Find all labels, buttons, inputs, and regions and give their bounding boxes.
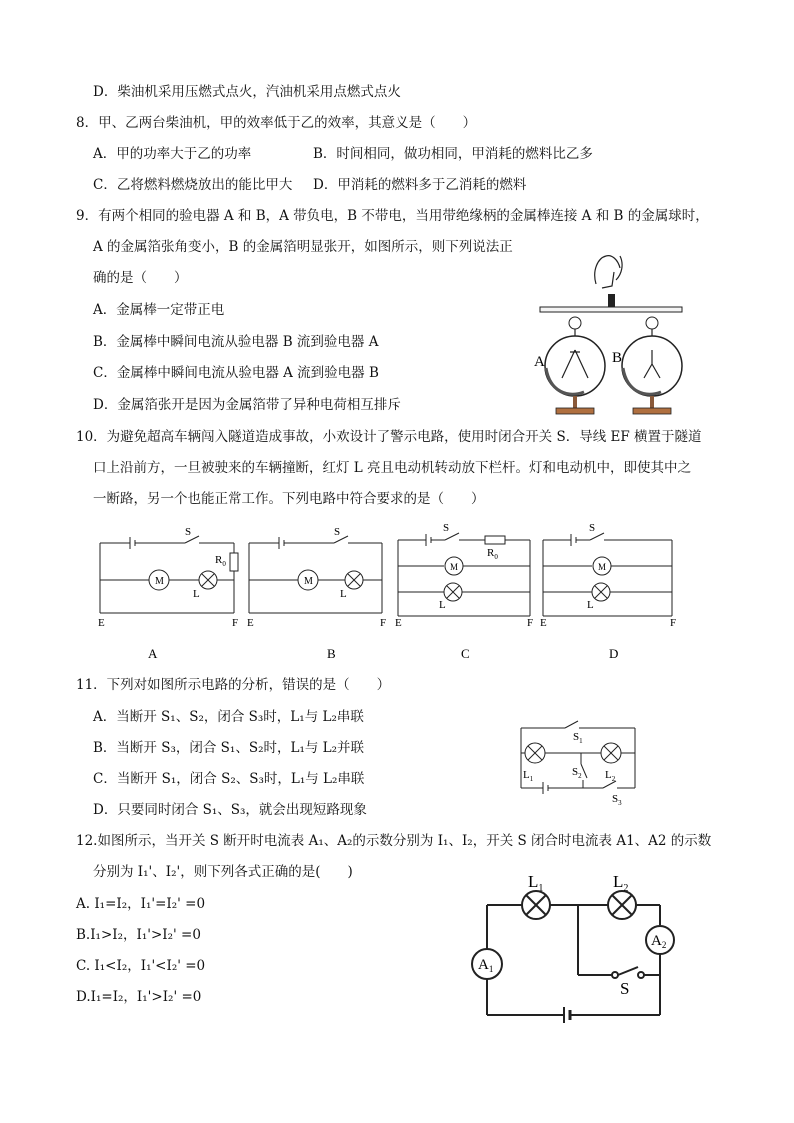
circuit-b-switch-label: S (334, 526, 341, 538)
q12-stem-line2: 分别为 I₁'、I₂'，则下列各式正确的是( ) (93, 864, 353, 880)
q11-option-b: B．当断开 S₃，闭合 S₁、S₂时，L₁与 L₂并联 (93, 740, 365, 756)
circuit-c-f-label: F (527, 617, 534, 629)
q8-option-c: C．乙将燃料燃烧放出的能比甲大 (93, 177, 293, 193)
q8-stem: 8．甲、乙两台柴油机，甲的效率低于乙的效率，其意义是（ ） (76, 115, 477, 131)
circuit-c-switch-label: S (443, 522, 450, 534)
q12-a1-label: $A_1$ (478, 957, 494, 974)
q12-l2-label: $L_2$ (613, 872, 629, 894)
q8-option-b: B．时间相同，做功相同，甲消耗的燃料比乙多 (313, 146, 593, 162)
q11-stem: 11．下列对如图所示电路的分析，错误的是（ ） (76, 677, 391, 693)
q9-option-a: A．金属棒一定带正电 (93, 302, 225, 318)
q12-option-a: A. I₁=I₂，I₁'=I₂' =0 (76, 896, 206, 912)
electroscope-a-label: A (534, 354, 545, 370)
circuit-a-switch-label: S (185, 526, 192, 538)
q11-option-a: A．当断开 S₁、S₂，闭合 S₃时，L₁与 L₂串联 (93, 709, 364, 725)
circuit-b-lamp-label: L (340, 588, 347, 600)
q11-l2-label: $L_2$ (605, 769, 616, 783)
electroscope-b-label: B (612, 350, 623, 366)
circuit-c-caption: C (461, 646, 470, 661)
q11-s1-label: $S_1$ (573, 731, 583, 745)
circuit-c-e-label: E (395, 617, 402, 629)
circuit-d-lamp-label: L (587, 599, 594, 611)
circuit-d-e-label: E (540, 617, 547, 629)
q11-option-d: D．只要同时闭合 S₁、S₃，就会出现短路现象 (93, 802, 367, 818)
circuit-a-caption: A (148, 646, 158, 661)
q9-option-d: D．金属箔张开是因为金属箔带了异种电荷相互排斥 (93, 397, 401, 413)
circuit-a-motor-label: M (155, 576, 164, 587)
q12-option-b: B.I₁>I₂，I₁'>I₂' =0 (76, 927, 201, 943)
q10-stem-line3: 一断路，另一个也能正常工作。下列电路中符合要求的是（ ） (93, 491, 485, 507)
circuit-c-resistor-label: $R_0$ (487, 547, 498, 561)
q11-l1-label: $L_1$ (523, 769, 534, 783)
q9-stem-line2: A 的金属箔张角变小，B 的金属箔明显张开，如图所示，则下列说法正 (93, 239, 513, 255)
circuit-d-switch-label: S (589, 522, 596, 534)
q12-stem-line1: 12.如图所示，当开关 S 断开时电流表 A₁、A₂的示数分别为 I₁、I₂，开关 S 闭合时电流表 A1、A2 的示数 (76, 833, 712, 849)
q8-option-a: A．甲的功率大于乙的功率 (93, 146, 252, 162)
q12-option-d: D.I₁=I₂，I₁'>I₂' =0 (76, 989, 202, 1005)
circuit-a-e-label: E (98, 617, 105, 629)
q12-l1-label: $L_1$ (528, 872, 544, 894)
q11-circuit (515, 718, 645, 808)
q9-option-b: B．金属棒中瞬间电流从验电器 B 流到验电器 A (93, 334, 379, 350)
circuit-a-resistor-label: $R_0$ (215, 554, 226, 568)
q7-option-d: D．柴油机采用压燃式点火，汽油机采用点燃式点火 (93, 84, 401, 100)
q11-s2-label: $S_2$ (572, 766, 582, 780)
q10-stem-line2: 口上沿前方，一旦被驶来的车辆撞断，红灯 L 亮且电动机转动放下栏杆。灯和电动机中，即使其中之 (93, 460, 692, 476)
circuit-a-f-label: F (232, 617, 239, 629)
q9-option-c: C．金属棒中瞬间电流从验电器 A 流到验电器 B (93, 365, 379, 381)
electroscope-figure (528, 250, 693, 418)
circuit-c-lamp-label: L (439, 599, 446, 611)
q9-stem-line3: 确的是（ ） (93, 270, 188, 286)
q10-stem-line1: 10．为避免超高车辆闯入隧道造成事故，小欢设计了警示电路，使用时闭合开关 S．导线 EF 横置于隧道 (76, 429, 702, 445)
circuit-b-motor-label: M (304, 576, 313, 587)
q9-stem-line1: 9．有两个相同的验电器 A 和 B，A 带负电，B 不带电，当用带绝缘柄的金属棒连接 A 和 B 的金属球时， (76, 208, 709, 224)
q11-option-c: C．当断开 S₁，闭合 S₂、S₃时，L₁与 L₂串联 (93, 771, 365, 787)
circuit-a (95, 523, 245, 665)
circuit-b-e-label: E (247, 617, 254, 629)
circuit-c (393, 520, 538, 665)
q8-option-d: D．甲消耗的燃料多于乙消耗的燃料 (313, 177, 527, 193)
q12-circuit (470, 865, 685, 1040)
circuit-b-caption: B (327, 646, 336, 661)
q12-a2-label: $A_2$ (651, 933, 667, 950)
q12-option-c: C. I₁<I₂，I₁'<I₂' =0 (76, 958, 206, 974)
circuit-b (244, 523, 392, 665)
circuit-b-f-label: F (380, 617, 387, 629)
circuit-d-motor-label: M (598, 562, 607, 572)
circuit-d-f-label: F (670, 617, 677, 629)
circuit-c-motor-label: M (450, 562, 459, 572)
circuit-a-lamp-label: L (193, 588, 200, 600)
q11-s3-label: $S_3$ (612, 793, 622, 807)
circuit-d (538, 520, 683, 665)
q12-switch-label: S (620, 979, 630, 998)
circuit-d-caption: D (609, 646, 619, 661)
